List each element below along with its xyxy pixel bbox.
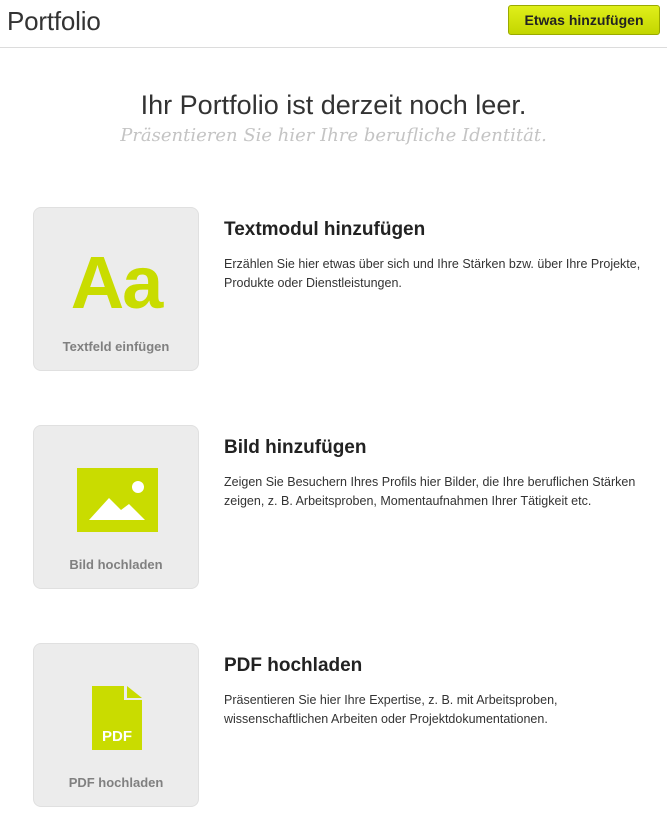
image-section-title: Bild hinzufügen [224,437,367,458]
image-section-description: Zeigen Sie Besuchern Ihres Profils hier Bilder, die Ihre beruflichen Stärken zeigen, z. B. Arbeitsproben, Momentaufnahmen Ihrer Tätigkeit etc. [224,475,636,508]
text-module-tile-label: Textfeld einfügen [62,339,170,354]
page-header [0,0,667,48]
text-module-title: Textmodul hinzufügen [224,219,426,240]
image-icon [77,468,158,532]
text-module-tile[interactable] [33,207,199,371]
image-upload-tile[interactable] [33,425,199,589]
empty-state-subtitle: Präsentieren Sie hier Ihre berufliche Identität. [120,125,547,146]
page-title: Portfolio [7,6,101,36]
text-module-description: Erzählen Sie hier etwas über sich und Ihre Stärken bzw. über Ihre Projekte, Produkte oder Dienstleistungen. [224,257,641,290]
pdf-section-title: PDF hochladen [224,655,363,676]
pdf-icon-text: PDF [102,728,132,745]
pdf-section-description: Präsentieren Sie hier Ihre Expertise, z. B. mit Arbeitsproben, wissenschaftlichen Arbeiten oder Projektdokumentationen. [224,693,558,726]
image-upload-tile-label: Bild hochladen [69,557,163,572]
add-something-button[interactable]: Etwas hinzufügen [508,5,660,35]
pdf-upload-tile[interactable] [33,643,199,807]
text-icon: Aa [70,241,162,324]
empty-state-title: Ihr Portfolio ist derzeit noch leer. [140,90,527,120]
pdf-file-icon [92,686,142,750]
pdf-upload-tile-label: PDF hochladen [68,775,164,790]
